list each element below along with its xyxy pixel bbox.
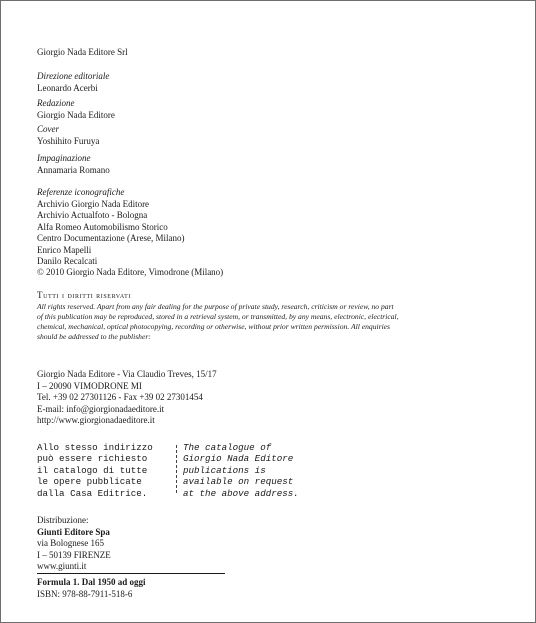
credit-role: Referenze iconografiche: [37, 187, 125, 197]
book-isbn: ISBN: 978-88-7911-518-6: [37, 588, 133, 599]
catalogue-line: publications is: [183, 464, 266, 476]
catalogue-line: The catalogue of: [183, 442, 272, 453]
credit-name: Danilo Recalcati: [37, 256, 98, 266]
distribution-website[interactable]: www.giunti.it: [37, 561, 87, 571]
credit-role: Impaginazione: [37, 153, 91, 163]
rights-text: All rights reserved. Apart from any fair dealing for the purpose of private study, research, criticism or review, no part of this publication may be reproduced, stored in a retrieval system, or transmitted, by any means, electronic, electrical, chemical, mechanical, optical photocopying, recording or otherwise, without prior written permission. All enquiries should be addressed to the publisher:: [37, 301, 399, 342]
catalogue-line: Giorgio Nada Editore: [183, 453, 294, 465]
catalogue-italian: [37, 442, 153, 499]
catalogue-line: available on request: [183, 476, 294, 488]
publisher-block: [37, 47, 507, 59]
credit-name: Leonardo Acerbi: [37, 82, 98, 93]
catalogue-line: può essere richiesto: [37, 453, 148, 465]
credit-role: Cover: [37, 124, 59, 134]
distribution-block: [37, 515, 507, 573]
credit-name: Archivio Actualfoto - Bologna: [37, 210, 148, 220]
book-info-rule: [37, 573, 225, 574]
rights-heading: Tutti i diritti riservati: [37, 290, 131, 300]
distribution-line: via Bolognese 165: [37, 538, 104, 548]
distribution-label: Distribuzione:: [37, 515, 89, 525]
book-info-block: [37, 577, 507, 600]
credit-name: Giorgio Nada Editore: [37, 109, 115, 120]
website-line[interactable]: http://www.giorgionadaeditore.it: [37, 415, 155, 425]
distribution-line: I – 50139 FIRENZE: [37, 549, 111, 560]
catalogue-block: [37, 442, 507, 502]
address-line: Giorgio Nada Editore - Via Claudio Treves, 15/17: [37, 369, 217, 379]
catalogue-divider: [176, 445, 177, 493]
address-line: I – 20090 VIMODRONE MI: [37, 380, 142, 391]
credit-redazione: [37, 98, 507, 121]
catalogue-line: at the above address.: [183, 487, 299, 499]
book-title: Formula 1. Dal 1950 ad oggi: [37, 577, 146, 587]
credit-cover: [37, 124, 507, 147]
catalogue-line: il catalogo di tutte: [37, 464, 148, 476]
email-line[interactable]: E-mail: info@giorgionadaeditore.it: [37, 403, 165, 414]
credit-role: Redazione: [37, 98, 75, 108]
catalogue-line: Allo stesso indirizzo: [37, 442, 153, 453]
credit-name: Enrico Mapelli: [37, 244, 92, 255]
credit-name: Archivio Giorgio Nada Editore: [37, 198, 150, 209]
catalogue-line: dalla Casa Editrice.: [37, 487, 148, 499]
credit-name: Centro Documentazione (Arese, Milano): [37, 233, 185, 243]
credit-impaginazione: [37, 153, 507, 176]
copyright-line: © 2010 Giorgio Nada Editore, Vimodrone (Milano): [37, 267, 224, 277]
phone-line: Tel. +39 02 27301126 - Fax +39 02 27301454: [37, 392, 203, 402]
credit-name: Alfa Romeo Automobilismo Storico: [37, 221, 168, 232]
address-block: [37, 369, 507, 427]
credit-name: Yoshihito Furuya: [37, 135, 100, 146]
catalogue-english: [183, 442, 299, 499]
publisher-name: Giorgio Nada Editore Srl: [37, 47, 128, 57]
copyright-block: [37, 267, 507, 279]
credit-referenze: [37, 187, 507, 268]
credit-role: Direzione editoriale: [37, 71, 110, 81]
credit-name: Annamaria Romano: [37, 164, 110, 175]
credit-direzione: [37, 71, 507, 94]
rights-block: [37, 290, 507, 343]
catalogue-line: le opere pubblicate: [37, 476, 142, 488]
distribution-company: Giunti Editore Spa: [37, 526, 110, 537]
